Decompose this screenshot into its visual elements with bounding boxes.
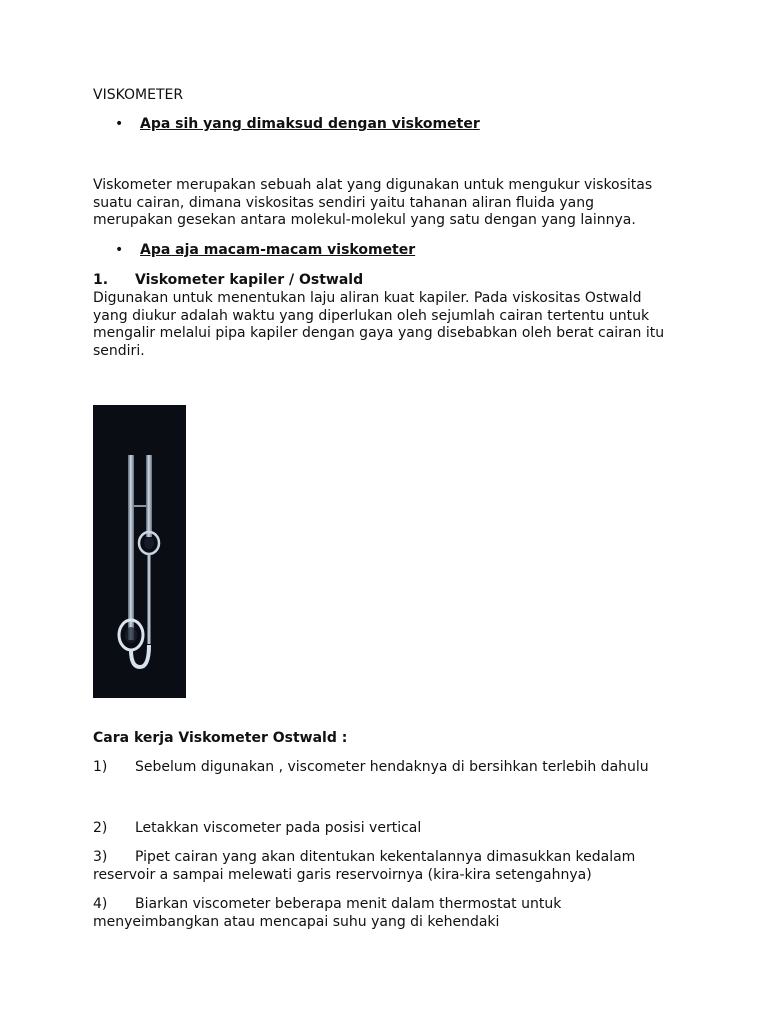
- text-line: mengalir melalui pipa kapiler dengan gaya yang disebabkan oleh berat cairan itu: [93, 325, 665, 341]
- section-paragraph: [93, 290, 683, 360]
- step-text-continued: reservoir a sampai melewati garis reservoirnya (kira-kira setengahnya): [93, 866, 592, 883]
- step-number: 4): [93, 896, 108, 912]
- step-text-continued: menyeimbangkan atau mencapai suhu yang di kehendaki: [93, 913, 500, 930]
- section-title: Viskometer kapiler / Ostwald: [135, 272, 364, 288]
- ostwald-viscometer-photo: [93, 405, 186, 698]
- step-number: 3): [93, 849, 108, 865]
- procedure-step: [93, 820, 683, 838]
- procedure-step: [93, 759, 683, 777]
- bullet-icon: •: [115, 116, 124, 132]
- section-number: 1.: [93, 272, 109, 288]
- step-number: 2): [93, 820, 108, 836]
- step-number: 1): [93, 759, 108, 775]
- step-text: Pipet cairan yang akan ditentukan kekentalannya dimasukkan kedalam: [135, 849, 636, 865]
- viscometer-illustration: [93, 405, 186, 698]
- definition-paragraph: [93, 177, 683, 230]
- step-text: Biarkan viscometer beberapa menit dalam thermostat untuk: [135, 896, 562, 912]
- text-line: Digunakan untuk menentukan laju aliran kuat kapiler. Pada viskositas Ostwald: [93, 290, 642, 306]
- step-text: Letakkan viscometer pada posisi vertical: [135, 820, 422, 836]
- step-text: Sebelum digunakan , viscometer hendaknya di bersihkan terlebih dahulu: [135, 759, 649, 775]
- question-heading: Apa aja macam-macam viskometer: [140, 242, 416, 258]
- text-line: Viskometer merupakan sebuah alat yang digunakan untuk mengukur viskositas: [93, 177, 653, 193]
- text-line: suatu cairan, dimana viskositas sendiri yaitu tahanan aliran fluida yang: [93, 194, 595, 211]
- section-heading: [93, 272, 363, 288]
- bullet-icon: •: [115, 242, 124, 258]
- question-heading: Apa sih yang dimaksud dengan viskometer: [140, 116, 480, 132]
- procedure-step: [93, 849, 683, 884]
- procedure-step: [93, 896, 683, 931]
- text-line: merupakan gesekan antara molekul-molekul yang satu dengan yang lainnya.: [93, 212, 636, 228]
- text-line: sendiri.: [93, 342, 145, 359]
- procedure-heading: Cara kerja Viskometer Ostwald :: [93, 730, 348, 746]
- document-title: VISKOMETER: [93, 87, 184, 103]
- text-line: yang diukur adalah waktu yang diperlukan oleh sejumlah cairan tertentu untuk: [93, 307, 650, 324]
